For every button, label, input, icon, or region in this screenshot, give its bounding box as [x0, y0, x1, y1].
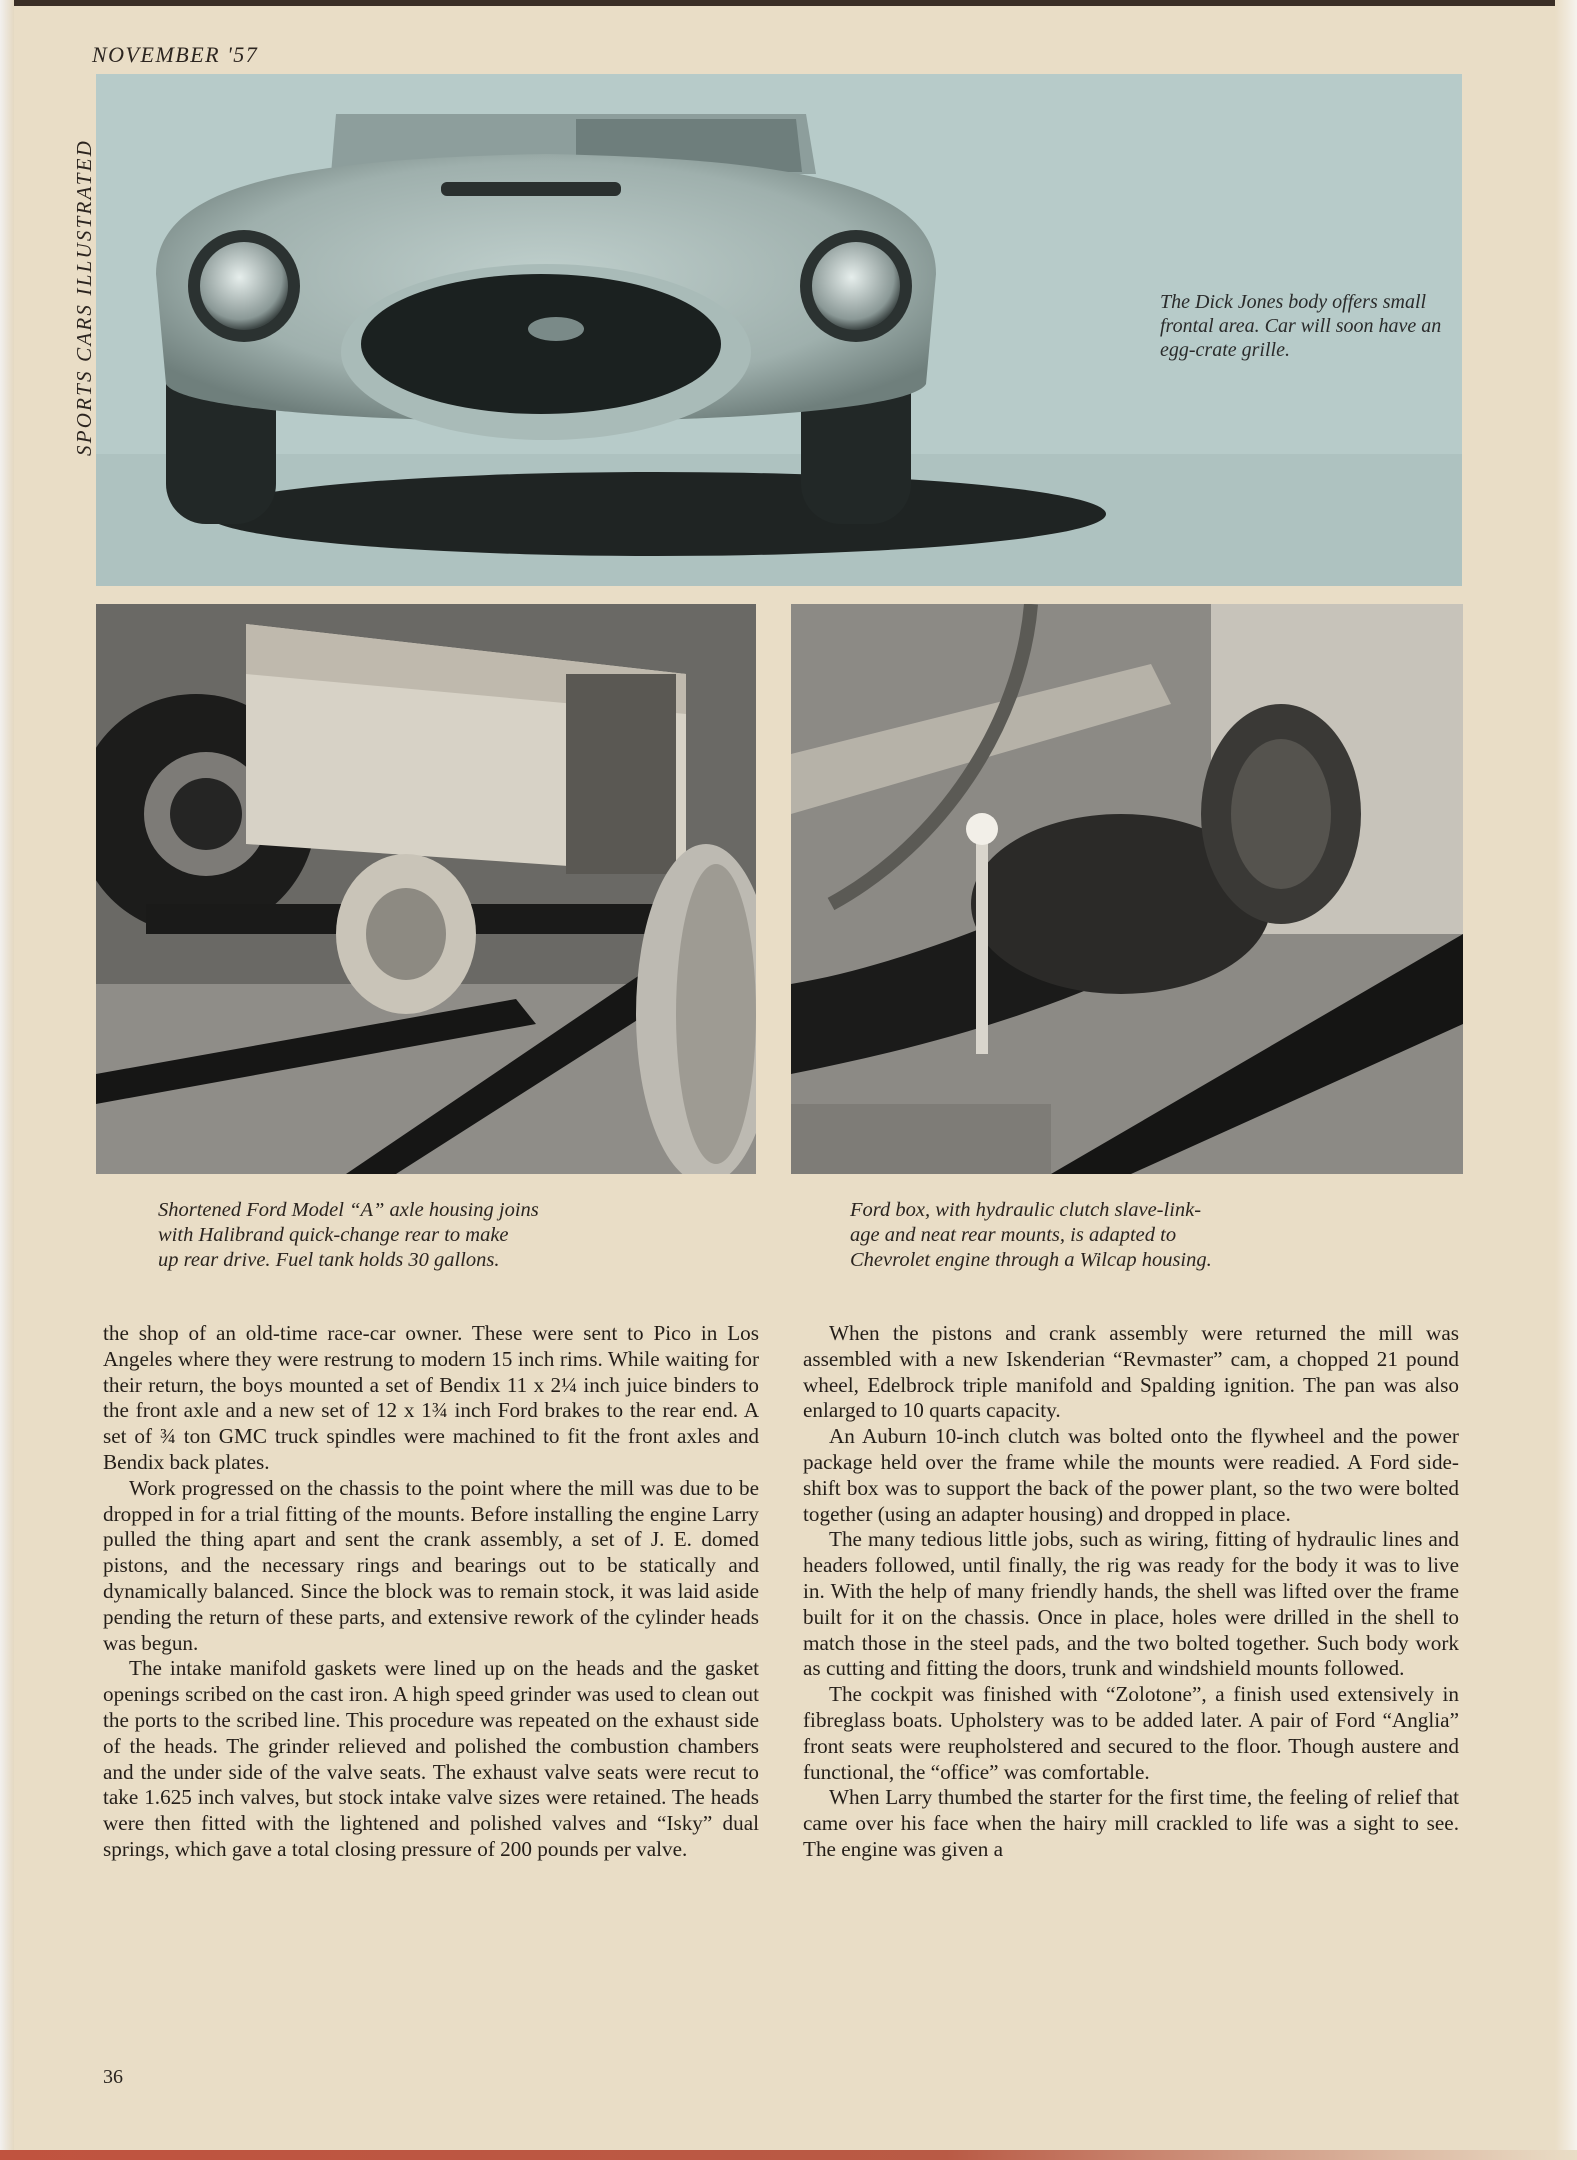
caption-line: age and neat rear mounts, is adapted to: [850, 1224, 1177, 1246]
caption-line: up rear drive. Fuel tank holds 30 gallons.: [158, 1249, 500, 1271]
gearbox-photo-caption: [850, 1198, 1370, 1273]
axle-photo-caption: [158, 1198, 678, 1273]
page-edge-right: [1555, 0, 1577, 2160]
page-edge-left: [0, 0, 14, 2160]
page-edge-bottom: [0, 2150, 1577, 2160]
top-photo-caption: The Dick Jones body offers small frontal area. Car will soon have an egg-crate grille.: [1160, 291, 1442, 361]
article-paragraph: An Auburn 10-inch clutch was bolted onto the flywheel and the power package held over the frame while the mounts were readied. A Ford side-shift box was to support the back of the power plant, so the two were bolted together (using an adapter housing) and dropped in place.: [803, 1424, 1459, 1526]
caption-line: with Halibrand quick-change rear to make: [158, 1224, 509, 1246]
article-column-left: [103, 1321, 759, 1863]
article-column-right: [803, 1321, 1459, 1863]
rear-axle-photo: [96, 604, 756, 1174]
article-paragraph: The intake manifold gaskets were lined up on the heads and the gasket openings scribed on the cast iron. A high speed grinder was used to clean out the ports to the scribed line. This procedure was repeated on the exhaust side of the heads. The grinder relieved and polished the combustion chambers and the under side of the valve seats. The exhaust valve seats were recut to take 1.625 inch valves, but stock intake valve sizes were retained. The heads were then fitted with the lightened and polished valves and “Isky” dual springs, which gave a total closing pressure of 200 pounds per valve.: [103, 1656, 759, 1861]
gearbox-illustration: [791, 604, 1463, 1174]
caption-line: Ford box, with hydraulic clutch slave-link-: [850, 1199, 1202, 1221]
article-paragraph: the shop of an old-time race-car owner. These were sent to Pico in Los Angeles where they were restrung to modern 15 inch rims. While waiting for their return, the boys mounted a set of Bendix 11 x 2¼ inch juice binders to the front axle and a new set of 12 x 1¾ inch Ford brakes to the rear end. A set of ¾ ton GMC truck spindles were machined to fit the front axles and Bendix back plates.: [103, 1321, 759, 1474]
running-header: NOVEMBER '57: [92, 42, 259, 67]
article-paragraph: When the pistons and crank assembly were returned the mill was assembled with a new Iskenderian “Revmaster” cam, a chopped 21 pound wheel, Edelbrock triple manifold and Spalding ignition. The pan was also enlarged to 10 quarts capacity.: [803, 1321, 1459, 1423]
article-paragraph: When Larry thumbed the starter for the first time, the feeling of relief that came over his face when the hairy mill crackled to life was a sight to see. The engine was given a: [803, 1785, 1459, 1861]
article-paragraph: The cockpit was finished with “Zolotone”, a finish used extensively in fibreglass boats. Upholstery was to be added later. A pair of Ford “Anglia” front seats were reupholstered and secured to the floor. Though austere and functional, the “office” was comfortable.: [803, 1682, 1459, 1784]
magazine-side-title: SPORTS CARS ILLUSTRATED: [72, 138, 96, 456]
page-number: 36: [103, 2066, 123, 2088]
article-paragraph: Work progressed on the chassis to the point where the mill was due to be dropped in for a trial fitting of the mounts. Before installing the engine Larry pulled the thing apart and sent the crank assembly, a set of J. E. domed pistons, and the necessary rings and bearings out to be statically and dynamically balanced. Since the block was to remain stock, it was laid aside pending the return of these parts, and extensive rework of the cylinder heads was begun.: [103, 1475, 759, 1655]
rear-axle-illustration: [96, 604, 756, 1174]
article-paragraph: The many tedious little jobs, such as wiring, fitting of hydraulic lines and headers followed, until finally, the rig was ready for the body it was to live in. With the help of many friendly hands, the shell was lifted over the frame built for it on the chassis. Once in place, holes were drilled in the shell to match those in the steel pads, and the two bolted together. Such body work as cutting and fitting the doors, trunk and windshield mounts followed.: [803, 1527, 1459, 1681]
caption-line: Shortened Ford Model “A” axle housing joins: [158, 1199, 539, 1221]
caption-line: Chevrolet engine through a Wilcap housing.: [850, 1249, 1212, 1271]
gearbox-photo: [791, 604, 1463, 1174]
page-edge-top: [0, 0, 1577, 6]
